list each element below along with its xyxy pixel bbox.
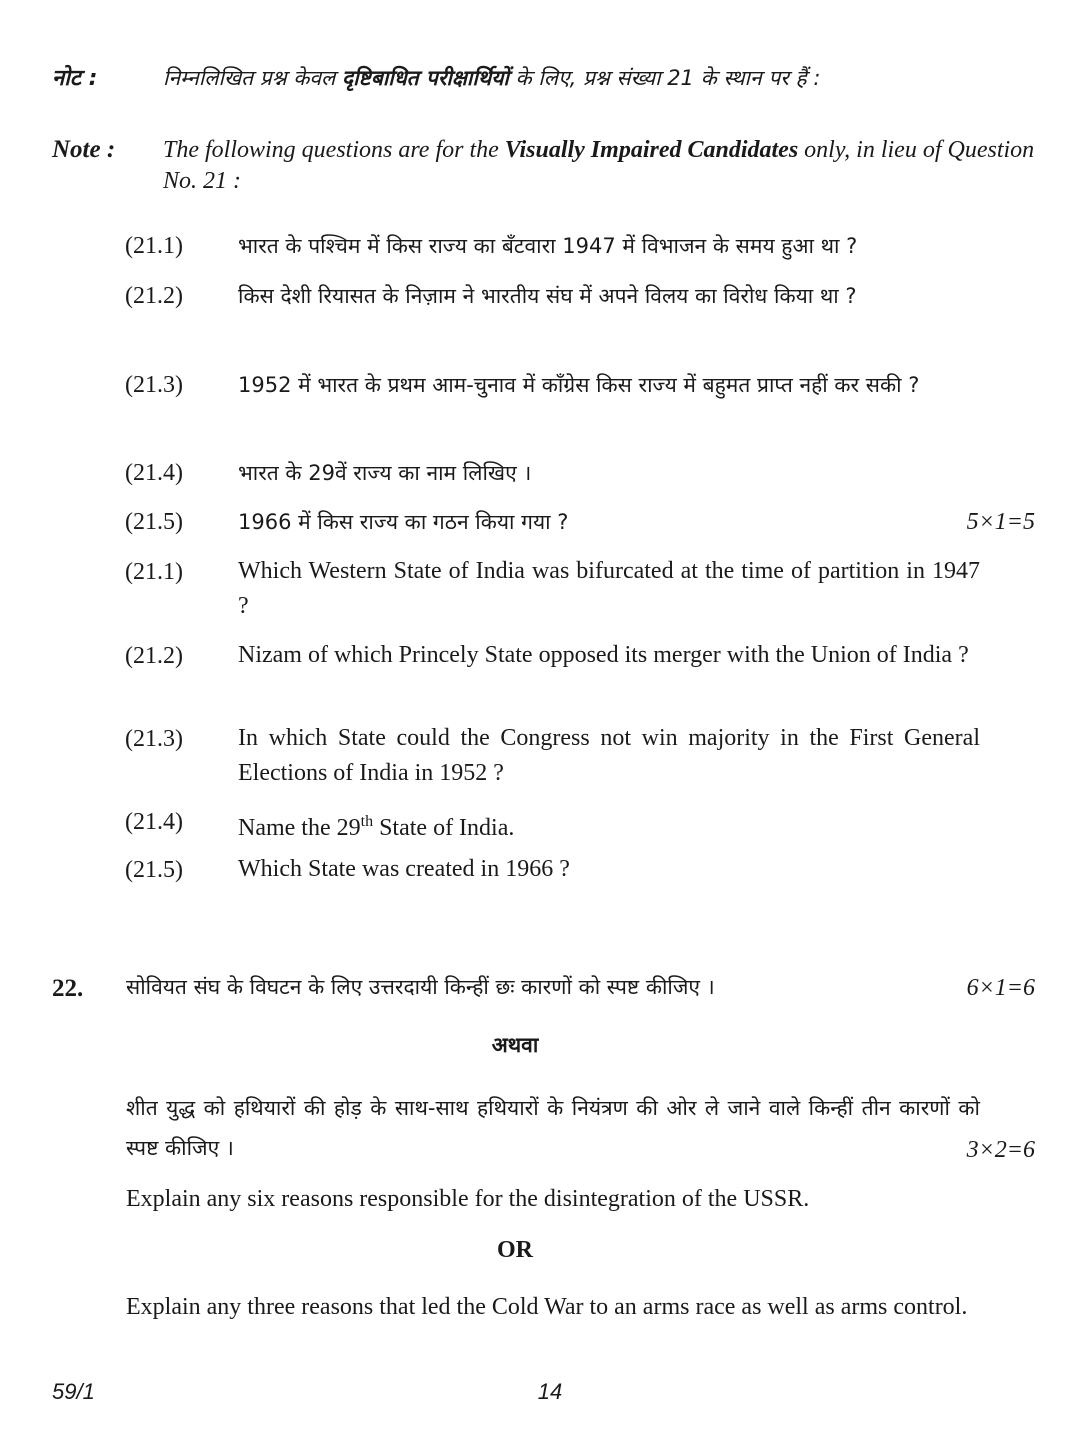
page-number: 14 <box>537 1379 563 1404</box>
q21-english-4-text <box>238 804 980 846</box>
note-text-english-emphasis: Visually Impaired Candidates <box>504 137 799 163</box>
q21-english-2-num: (21.2) <box>125 643 183 669</box>
note-label-english: Note : <box>52 136 116 163</box>
q21-english-3-text: In which State could the Congress not win majority in the First General Elections of India in 1952 ? <box>238 725 980 786</box>
q21-english-4-sup: th <box>360 813 374 830</box>
q21-hindi-2-num: (21.2) <box>125 283 183 309</box>
q21-english-4-text-after: State of India. <box>373 815 515 841</box>
q21-english-1-text: Which Western State of India was bifurcated at the time of partition in 1947 ? <box>238 558 980 619</box>
q21-hindi-3-num: (21.3) <box>125 372 183 398</box>
q21-hindi-3-text: 1952 में भारत के प्रथम आम-चुनाव में काँग्रेस किस राज्य में बहुमत प्राप्त नहीं कर सकी ? <box>238 373 920 397</box>
q21-english-3-num: (21.3) <box>125 726 183 752</box>
footer-code: 59/1 <box>52 1379 95 1404</box>
q21-hindi-1-num: (21.1) <box>125 233 183 259</box>
q21-hindi-1-text: भारत के पश्चिम में किस राज्य का बँटवारा 1947 में विभाजन के समय हुआ था ? <box>238 234 858 258</box>
q22-marks-main: 6×1=6 <box>966 975 1035 1001</box>
q22-hindi-main: सोवियत संघ के विघटन के लिए उत्तरदायी किन्हीं छः कारणों को स्पष्ट कीजिए । <box>126 975 715 999</box>
q22-english-or: OR <box>497 1237 533 1263</box>
note-label-hindi: नोट : <box>52 66 98 91</box>
q21-english-5-num: (21.5) <box>125 857 183 883</box>
note-text-english <box>163 135 1038 197</box>
q22-marks-alt: 3×2=6 <box>966 1137 1035 1163</box>
q21-english-4-num: (21.4) <box>125 809 183 835</box>
q22-hindi-alt: शीत युद्ध को हथियारों की होड़ के साथ-साथ हथियारों के नियंत्रण की ओर ले जाने वाले किन्हीं तीन कारणों को स्पष्ट कीजिए । <box>126 1096 980 1160</box>
q21-english-2-text: Nizam of which Princely State opposed its merger with the Union of India ? <box>238 642 969 668</box>
q21-english-1-num: (21.1) <box>125 559 183 585</box>
q22-english-main: Explain any six reasons responsible for the disintegration of the USSR. <box>126 1186 810 1212</box>
note-text-english-part2: only, in lieu of Question No. 21 : <box>163 137 1035 194</box>
q21-hindi-2-text: किस देशी रियासत के निज़ाम ने भारतीय संघ में अपने विलय का विरोध किया था ? <box>238 284 857 308</box>
q22-english-alt: Explain any three reasons that led the Cold War to an arms race as well as arms control. <box>126 1294 968 1320</box>
q22-num: 22. <box>52 975 84 1002</box>
q21-hindi-5-text: 1966 में किस राज्य का गठन किया गया ? <box>238 510 569 534</box>
q21-hindi-4-text: भारत के 29वें राज्य का नाम लिखिए । <box>238 461 532 485</box>
note-text-hindi <box>163 60 1035 96</box>
note-text-hindi-part2: के लिए, प्रश्न संख्या 21 के स्थान पर हैं : <box>508 66 821 90</box>
q22-hindi-or: अथवा <box>491 1033 539 1057</box>
note-text-english-part1: The following questions are for the <box>163 137 505 163</box>
q21-hindi-4-num: (21.4) <box>125 460 183 486</box>
note-text-hindi-emphasis: दृष्टिबाधित परीक्षार्थियों <box>341 66 509 90</box>
q21-hindi-5-num: (21.5) <box>125 509 183 535</box>
q21-english-4-text-before: Name the 29 <box>238 815 361 841</box>
q21-english-5-text: Which State was created in 1966 ? <box>238 856 570 882</box>
note-text-hindi-part1: निम्नलिखित प्रश्न केवल <box>163 66 342 90</box>
q21-marks: 5×1=5 <box>966 509 1035 535</box>
